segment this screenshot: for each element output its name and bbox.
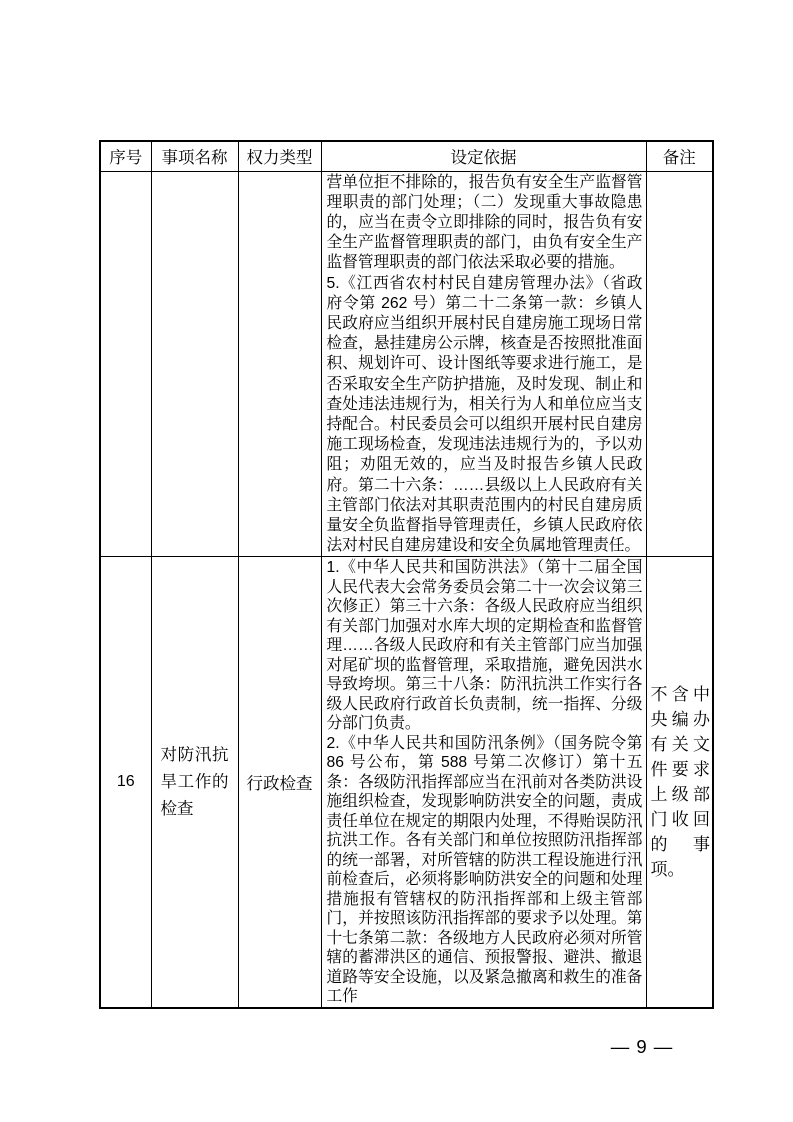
- cell-seq: [100, 171, 151, 557]
- table-row-16: [100, 557, 713, 1008]
- basis-paragraph: 1.《中华人民共和国防洪法》（第十二届全国人民代表大会常务委员会第二十一次会议第三次修正）第三十六条：各级人民政府应当组织有关部门加强对水库大坝的定期检查和监督管理……各级人民政府和有关主管部门应当加强对尾矿坝的监督管理，采取措施，避免因洪水导致垮坝。第三十八条：防汛抗洪工作实行各级人民政府行政首长负责制，统一指挥、分级分部门负责。: [326, 559, 643, 733]
- cell-seq: 16: [100, 557, 151, 1008]
- cell-basis: [321, 171, 646, 557]
- basis-paragraph: 营单位拒不排除的，报告负有安全生产监督管理职责的部门处理；（二）发现重大事故隐患的，应当在责令立即排除的同时，报告负有安全生产监督管理职责的部门，由负有安全生产监督管理职责的部门依法采取必要的措施。: [326, 173, 643, 272]
- cell-basis: [321, 557, 646, 1008]
- col-header-item-name: 事项名称: [151, 141, 238, 171]
- cell-power-type: 行政检查: [238, 557, 321, 1008]
- table-header-row: [100, 141, 713, 171]
- cell-item-name: 对防汛抗旱工作的检查: [151, 557, 238, 1008]
- basis-paragraph: 2.《中华人民共和国防汛条例》（国务院令第 86 号公布，第 588 号第二次修订）第十五条：各级防汛指挥部应当在汛前对各类防洪设施组织检查，发现影响防洪安全的问题，责成责任单位在规定的期限内处理，不得贻误防汛抗洪工作。各有关部门和单位按照防汛指挥部的统一部署，对所管辖的防洪工程设施进行汛前检查后，必须将影响防洪安全的问题和处理措施报有管辖权的防汛指挥部和上级主管部门，并按照该防汛指挥部的要求予以处理。第十七条第二款：各级地方人民政府必须对所管辖的蓄滞洪区的通信、预报警报、避洪、撤退道路等安全设施，以及紧急撤离和救生的准备工作: [326, 734, 643, 1006]
- col-header-note: 备注: [646, 141, 713, 171]
- page-number: — 9 —: [610, 1036, 674, 1057]
- col-header-seq: 序号: [100, 141, 151, 171]
- cell-power-type: [238, 171, 321, 557]
- col-header-power-type: 权力类型: [238, 141, 321, 171]
- col-header-basis: 设定依据: [321, 141, 646, 171]
- cell-note: 不含中央编办有关文件要求上级部门收回的事项。: [646, 557, 713, 1008]
- table-row-continuation: [100, 171, 713, 557]
- authority-items-table: [99, 140, 714, 1009]
- cell-item-name: [151, 171, 238, 557]
- cell-note: [646, 171, 713, 557]
- basis-paragraph: 5.《江西省农村村民自建房管理办法》（省政府令第 262 号）第二十二条第一款：乡镇人民政府应当组织开展村民自建房施工现场日常检查，悬挂建房公示牌，核查是否按照批准面积、规划许可、设计图纸等要求进行施工，是否采取安全生产防护措施，及时发现、制止和查处违法违规行为，相关行为人和单位应当支持配合。村民委员会可以组织开展村民自建房施工现场检查，发现违法违规行为的，予以劝阻；劝阻无效的，应当及时报告乡镇人民政府。第二十六条：……县级以上人民政府有关主管部门依法对其职责范围内的村民自建房质量安全负监督指导管理责任，乡镇人民政府依法对村民自建房建设和安全负属地管理责任。: [326, 274, 643, 555]
